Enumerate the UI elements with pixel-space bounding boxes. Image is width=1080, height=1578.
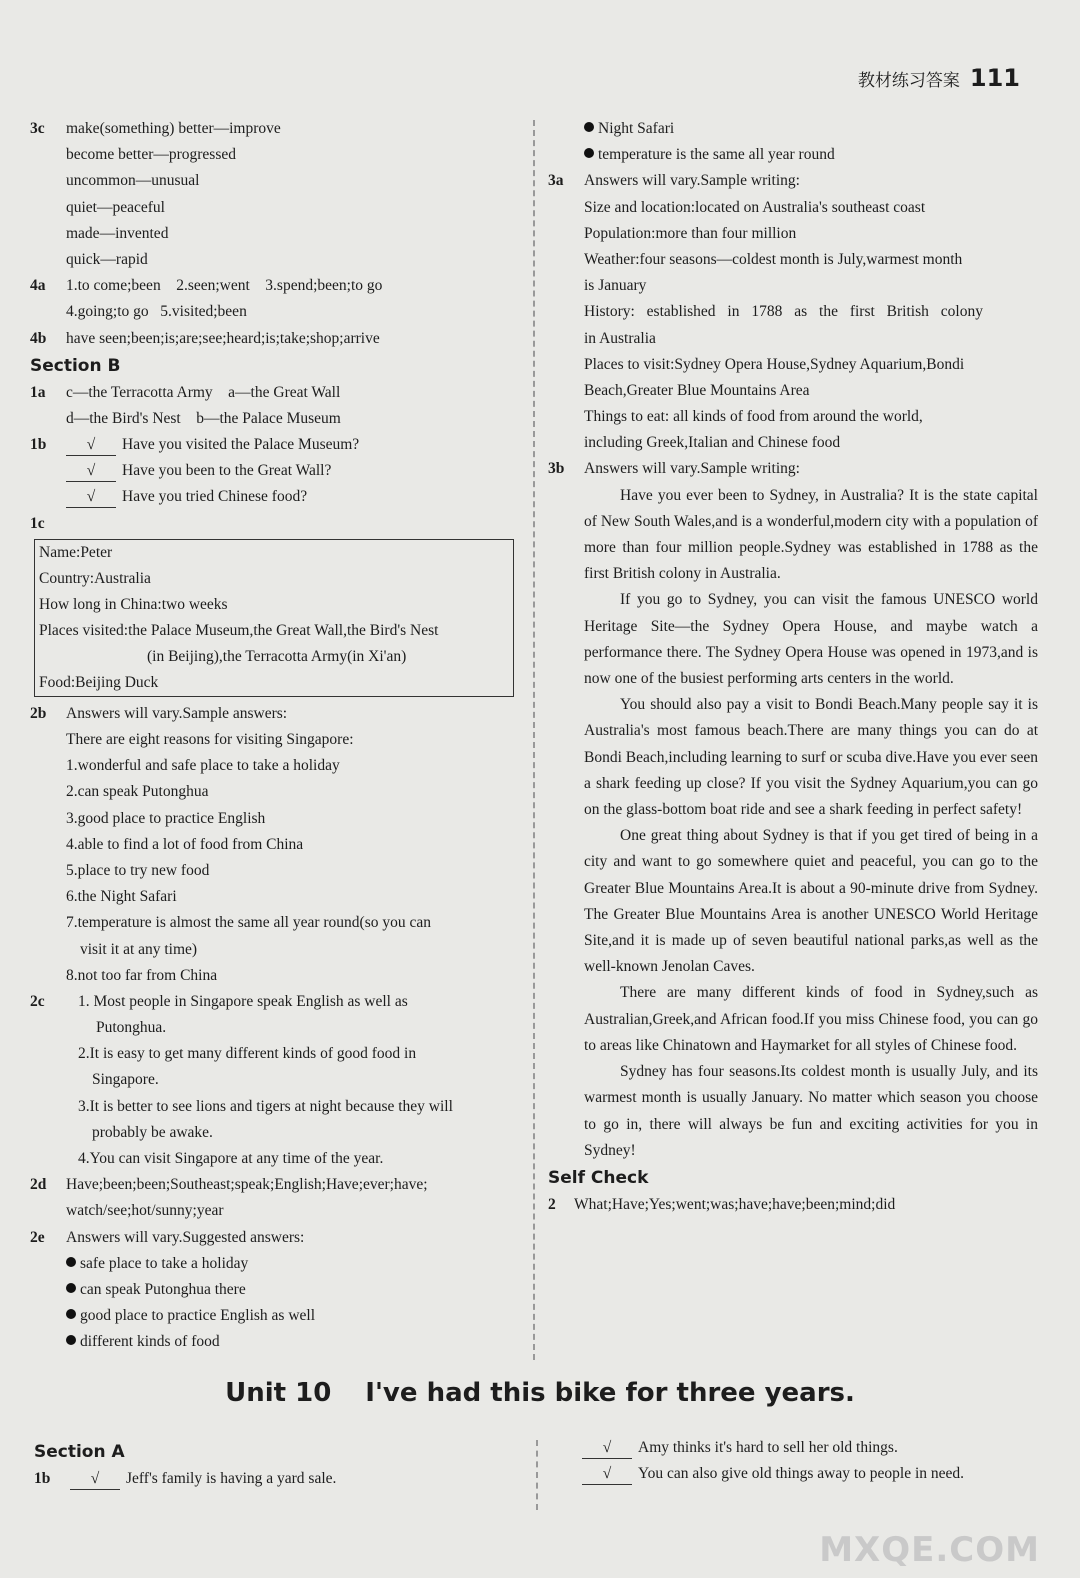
answer-line: Answers will vary.Sample writing: bbox=[584, 460, 800, 478]
section-b-title: Section B bbox=[30, 355, 121, 376]
question-1a bbox=[30, 380, 520, 432]
question-2d bbox=[30, 1172, 520, 1224]
answer-line: Beach,Greater Blue Mountains Area bbox=[584, 381, 810, 399]
question-1c bbox=[30, 511, 520, 697]
box-row: Places visited:the Palace Museum,the Great Wall,the Bird's Nest bbox=[39, 621, 439, 639]
question-label: 2b bbox=[30, 704, 47, 722]
column-divider bbox=[533, 120, 535, 1360]
header-section-name: 教材练习答案 bbox=[857, 71, 960, 91]
self-check-title: Self Check bbox=[548, 1167, 649, 1188]
watermark-logo: MXQE.COM bbox=[819, 1530, 1040, 1570]
answer-line: Answers will vary.Sample writing: bbox=[584, 172, 800, 190]
answer-line: 4.You can visit Singapore at any time of the year. bbox=[78, 1150, 384, 1167]
answer-line: 8.not too far from China bbox=[66, 966, 218, 984]
answer-line: Have;been;been;Southeast;speak;English;Have;ever;have; bbox=[66, 1176, 428, 1194]
page-header bbox=[858, 64, 1020, 92]
answer-line: 4.able to find a lot of food from China bbox=[66, 835, 304, 853]
answer-line: become better—progressed bbox=[66, 146, 237, 164]
question-3c bbox=[30, 116, 520, 273]
bullet-icon bbox=[66, 1257, 76, 1267]
answer-line: Answers will vary.Suggested answers: bbox=[66, 1228, 305, 1246]
answer-line: Population:more than four million bbox=[584, 224, 797, 242]
info-box bbox=[34, 539, 514, 697]
question-label: 1c bbox=[30, 514, 45, 532]
column-divider bbox=[536, 1440, 538, 1510]
check-mark: √ bbox=[582, 1438, 632, 1459]
essay-paragraph: If you go to Sydney, you can visit the famous UNESCO world Heritage Site—the Sydney Opera House, and maybe watch a performance there. The Sydney Opera House was opened in 1973,and is now one of the busiest performing arts centers in the world. bbox=[584, 591, 1038, 688]
left-column bbox=[30, 116, 520, 1356]
bullet-icon bbox=[66, 1283, 76, 1293]
answer-line: 7.temperature is almost the same all year round(so you can bbox=[66, 914, 431, 932]
answer-line: quiet—peaceful bbox=[66, 198, 165, 216]
question-4b bbox=[30, 326, 520, 352]
answer-line: Amy thinks it's hard to sell her old things. bbox=[638, 1439, 898, 1456]
essay-paragraph: Sydney has four seasons.Its coldest month is usually July, and its warmest month is usually January. No matter which season you choose to go in, there will always be fun and exciting activities for you in Sydney! bbox=[584, 1063, 1038, 1159]
unit10-left-column bbox=[34, 1438, 524, 1492]
question-2c bbox=[30, 989, 520, 1172]
essay-paragraph: One great thing about Sydney is that if you get tired of being in a city and want to go somewhere quiet and peaceful, you can go to the Greater Blue Mountains Area.It is about a 90-minute drive from Sydney. The Greater Blue Mountains Area is another UNESCO World Heritage Site,and it is made up of seven beautiful national parks,as well as the well-known Jenolan Caves. bbox=[584, 827, 1038, 976]
question-1b bbox=[30, 432, 520, 511]
question-3a bbox=[548, 168, 1038, 456]
answer-line: History: established in 1788 as the first British colony bbox=[584, 303, 983, 321]
answer-line: in Australia bbox=[584, 329, 656, 347]
answer-line: Weather:four seasons—coldest month is July,warmest month bbox=[584, 250, 963, 268]
answer-line: made—invented bbox=[66, 224, 169, 242]
question-label: 2 bbox=[548, 1195, 556, 1213]
answer-line: safe place to take a holiday bbox=[80, 1254, 249, 1272]
answer-line: 2.It is easy to get many different kinds of good food in bbox=[78, 1045, 417, 1063]
check-mark: √ bbox=[582, 1464, 632, 1485]
answer-line: Answers will vary.Sample answers: bbox=[66, 704, 288, 722]
answer-line: 1. Most people in Singapore speak English as well as bbox=[78, 992, 408, 1010]
answer-line: 6.the Night Safari bbox=[66, 888, 177, 906]
answer-line: can speak Putonghua there bbox=[80, 1280, 246, 1298]
answer-line: 1.to come;been 2.seen;went 3.spend;been;to go bbox=[66, 277, 383, 295]
answer-line: have seen;been;is;are;see;heard;is;take;shop;arrive bbox=[66, 329, 380, 347]
question-label: 3a bbox=[548, 172, 564, 190]
box-row: How long in China:two weeks bbox=[39, 595, 228, 613]
question-2 bbox=[548, 1192, 1038, 1218]
box-row: Country:Australia bbox=[39, 569, 151, 587]
bullet-icon bbox=[584, 122, 594, 132]
question-label: 1b bbox=[30, 436, 47, 454]
unit-heading bbox=[0, 1378, 1080, 1408]
question-3b bbox=[548, 456, 1038, 1163]
answer-line: 1.wonderful and safe place to take a holiday bbox=[66, 757, 340, 775]
question-4a bbox=[30, 273, 520, 325]
bullet-icon bbox=[66, 1335, 76, 1345]
answer-line: is January bbox=[584, 277, 647, 295]
question-2b bbox=[30, 701, 520, 989]
answer-line: Putonghua. bbox=[96, 1019, 167, 1037]
check-mark: √ bbox=[66, 435, 116, 456]
question-2e bbox=[30, 1225, 520, 1356]
answer-line: What;Have;Yes;went;was;have;have;been;mind;did bbox=[574, 1195, 896, 1213]
answer-line: 3.It is better to see lions and tigers at night because they will bbox=[78, 1097, 453, 1115]
answer-line: probably be awake. bbox=[92, 1123, 213, 1141]
answer-line: c—the Terracotta Army a—the Great Wall bbox=[66, 383, 341, 401]
essay-paragraph: There are many different kinds of food in Sydney,such as Australian,Greek,and African food.If you miss Chinese food, you can go to areas like Chinatown and Haymarket for all styles of Chinese food. bbox=[584, 984, 1038, 1054]
answer-line: Places to visit:Sydney Opera House,Sydney Aquarium,Bondi bbox=[584, 355, 965, 373]
right-column bbox=[548, 116, 1038, 1218]
answer-line: including Greek,Italian and Chinese food bbox=[584, 434, 841, 452]
answer-line: 4.going;to go 5.visited;been bbox=[66, 303, 247, 321]
question-label: 1b bbox=[34, 1470, 51, 1487]
bullet-icon bbox=[66, 1309, 76, 1319]
answer-line: different kinds of food bbox=[80, 1333, 220, 1351]
box-row: Food:Beijing Duck bbox=[39, 673, 159, 691]
answer-line: 2.can speak Putonghua bbox=[66, 783, 209, 801]
answer-line: You can also give old things away to people in need. bbox=[638, 1465, 965, 1483]
essay-paragraph: Have you ever been to Sydney, in Australia? It is the state capital of New South Wales,and is a wonderful,modern city with a population of more than four million people.Sydney was established in 1788 as the first British colony in Australia. bbox=[584, 486, 1038, 583]
answer-line: Jeff's family is having a yard sale. bbox=[126, 1470, 337, 1487]
answer-line: d—the Bird's Nest b—the Palace Museum bbox=[66, 409, 341, 427]
page-number: 111 bbox=[969, 64, 1020, 92]
box-row: Name:Peter bbox=[39, 543, 113, 561]
question-label: 3b bbox=[548, 460, 565, 478]
answer-line: temperature is the same all year round bbox=[598, 146, 835, 164]
answer-line: There are eight reasons for visiting Singapore: bbox=[66, 731, 354, 748]
answer-line: uncommon—unusual bbox=[66, 172, 200, 190]
answer-line: Size and location:located on Australia's southeast coast bbox=[584, 198, 926, 216]
check-mark: √ bbox=[66, 461, 116, 482]
question-label: 4a bbox=[30, 277, 46, 295]
answer-line: Things to eat: all kinds of food from around the world, bbox=[584, 408, 923, 426]
answer-line: Have you been to the Great Wall? bbox=[122, 462, 332, 480]
question-label: 1a bbox=[30, 383, 46, 401]
check-mark: √ bbox=[70, 1469, 120, 1490]
answer-line: quick—rapid bbox=[66, 250, 148, 268]
question-label: 4b bbox=[30, 329, 47, 347]
answer-line: 3.good place to practice English bbox=[66, 809, 266, 827]
question-label: 2e bbox=[30, 1228, 45, 1246]
check-mark: √ bbox=[66, 487, 116, 508]
section-a-title: Section A bbox=[34, 1442, 125, 1462]
answer-line: visit it at any time) bbox=[80, 940, 198, 958]
answer-line: Night Safari bbox=[598, 120, 675, 137]
answer-line: Have you tried Chinese food? bbox=[122, 488, 308, 506]
answer-line: Singapore. bbox=[92, 1071, 159, 1089]
unit10-right-column bbox=[582, 1435, 1042, 1487]
answer-line: 5.place to try new food bbox=[66, 861, 210, 879]
question-label: 2c bbox=[30, 992, 45, 1010]
answer-line: watch/see;hot/sunny;year bbox=[66, 1202, 224, 1220]
answer-line: Have you visited the Palace Museum? bbox=[122, 436, 360, 454]
answer-line: good place to practice English as well bbox=[80, 1307, 316, 1325]
answer-line: make(something) better—improve bbox=[66, 120, 281, 137]
question-label: 3c bbox=[30, 120, 45, 137]
box-row: (in Beijing),the Terracotta Army(in Xi'an) bbox=[147, 647, 407, 665]
unit-title: I've had this bike for three years. bbox=[365, 1378, 855, 1408]
bullet-icon bbox=[584, 148, 594, 158]
question-label: 2d bbox=[30, 1176, 47, 1194]
unit-number: Unit 10 bbox=[225, 1378, 332, 1408]
essay-paragraph: You should also pay a visit to Bondi Beach.Many people say it is Australia's most famous beach.There are many things you can do at Bondi Beach,including learning to surf or scuba dive.Have you ever seen a shark feeding up close? If you visit the Sydney Aquarium,you can go on the glass-bottom boat ride and see a shark feeding in perfect safety! bbox=[584, 696, 1038, 819]
